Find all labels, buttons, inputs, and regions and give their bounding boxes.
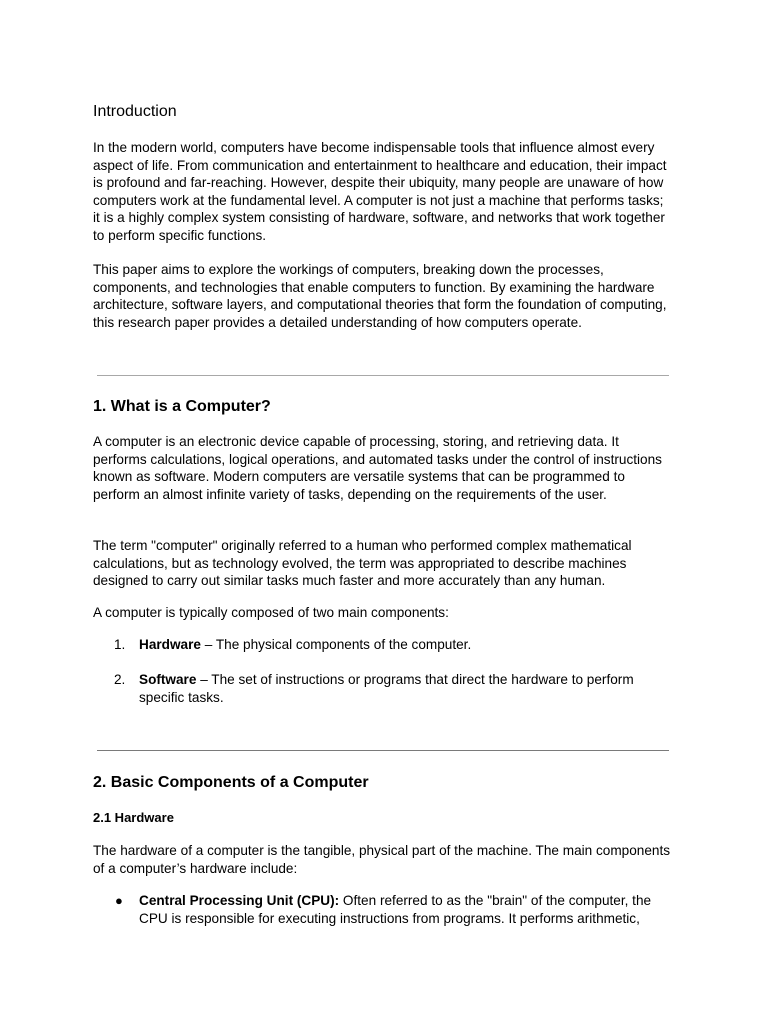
intro-paragraph-1: In the modern world, computers have become indispensable tools that influence almost every aspect of life. From communication and entertainment to healthcare and education, their impact is profound and far-reaching. However, despite their ubiquity, many people are unaware of how computers work at the fundamental level. A computer is not just a machine that performs tasks; it is a highly complex system consisting of hardware, software, and networks that work together to perform specific functions. bbox=[93, 140, 667, 243]
list-marker: 1. bbox=[114, 637, 126, 652]
intro-paragraph-2: This paper aims to explore the workings of computers, breaking down the processes, components, and technologies that enable computers to function. By examining the hardware architecture, software layers, and computational theories that form the foundation of computing, this research paper provides a detailed understanding of how computers operate. bbox=[93, 262, 667, 330]
section2-heading: 2. Basic Components of a Computer bbox=[93, 774, 369, 791]
section2-paragraph-1: The hardware of a computer is the tangible, physical part of the machine. The main components of a computer’s hardware include: bbox=[93, 843, 671, 876]
list-item-body bbox=[139, 892, 673, 927]
list-item-body bbox=[139, 671, 673, 706]
list-text: Often referred to as the "brain" of the computer, the CPU is responsible for executing instructions from programs. It performs arithmetic, bbox=[139, 893, 652, 926]
section2-subheading: 2.1 Hardware bbox=[93, 810, 174, 825]
list-text: – The physical components of the computer. bbox=[200, 637, 472, 652]
list-term: Hardware bbox=[139, 637, 201, 652]
section1-paragraph-3: A computer is typically composed of two main components: bbox=[93, 605, 449, 620]
list-term: Software bbox=[139, 672, 197, 687]
section1-heading: 1. What is a Computer? bbox=[93, 398, 271, 415]
list-marker: 2. bbox=[114, 672, 126, 687]
section1-paragraph-2: The term "computer" originally referred to a human who performed complex mathematical calculations, but as technology evolved, the term was appropriated to describe machines designed to carry out similar tasks much faster and more accurately than any human. bbox=[93, 538, 632, 589]
section-divider-1 bbox=[97, 375, 669, 376]
intro-heading: Introduction bbox=[93, 103, 177, 120]
list-term: Central Processing Unit (CPU): bbox=[139, 893, 340, 908]
section1-paragraph-1: A computer is an electronic device capable of processing, storing, and retrieving data. It performs calculations, logical operations, and automated tasks under the control of instructions known as software. Modern computers are versatile systems that can be programmed to perform an almost infinite variety of tasks, depending on the requirements of the user. bbox=[93, 434, 662, 502]
list-text: – The set of instructions or programs that direct the hardware to perform specific tasks. bbox=[139, 672, 634, 705]
list-item-body bbox=[139, 636, 673, 654]
bullet-icon: ● bbox=[115, 893, 123, 908]
section-divider-2 bbox=[97, 750, 669, 751]
